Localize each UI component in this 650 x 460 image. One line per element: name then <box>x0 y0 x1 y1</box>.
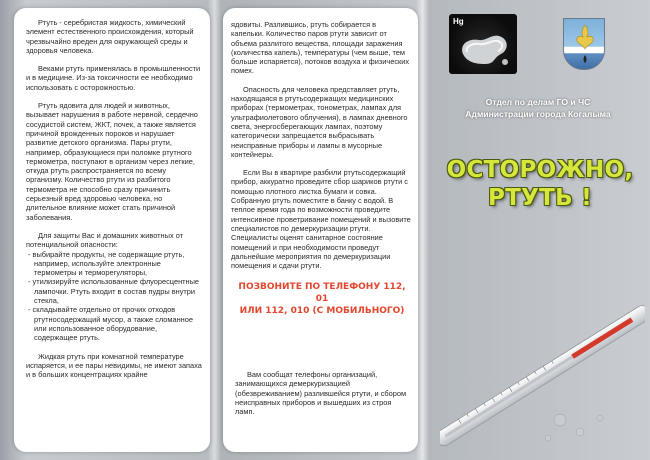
middle-panel-text <box>231 20 411 279</box>
paragraph: Веками ртуть применялась в промышленности и в медицине. Из-за токсичности ее необходимо использовать с осторожностью. <box>26 64 201 92</box>
left-panel <box>14 8 210 452</box>
middle-panel <box>223 8 418 452</box>
hg-label: Hg <box>453 17 464 26</box>
list-item: - складывайте отдельно от прочих отходов ртутносодержащий мусор, а также сломанное или использованное оборудование, содержащее ртуть. <box>28 305 193 343</box>
phone-line-1: ПОЗВОНИТЕ ПО ТЕЛЕФОНУ 112, 01 <box>238 282 406 304</box>
thermometer-icon <box>440 300 645 455</box>
phone-callout <box>231 281 413 317</box>
left-panel-text <box>26 18 202 388</box>
paragraph: Вам сообщат телефоны организаций, занимающихся демеркуризацией (обезвреживанием) разлившейся ртути, и сбором неисправных приборов и вышедших из строя ламп. <box>235 370 407 417</box>
paragraph: Ртуть ядовита для людей и животных, вызывает нарушения в работе нервной, сердечно сосудистой систем, ЖКТ, почек, а также является причиной врожденных пороков и нарушает развитие детского организма. Пары ртути, например, образующиеся при поломке ртутного термометра, поступают в организм через легкие, откуда ртуть распространяется по всему организму. Количество ртути из разбитого термометра не способно сразу причинить серьезный вред здоровью человека, но длительное влияние может стать причиной заболевания. <box>26 101 198 222</box>
paragraph: Ртуть - серебристая жидкость, химический элемент естественного происхождения, который чрезвычайно вреден для окружающей среды и здоровья человека. <box>26 18 194 55</box>
department-title <box>438 96 638 120</box>
paragraph: Опасность для человека представляет ртуть, находящаяся в ртутьсодержащих медицинских приборах (термометрах, тонометрах, лампах для ультрафиолетового облучения), в лампах дневного света, энергосберегающих лампах, поэтому категорически запрещается выбрасывать неисправные приборы и лампы в мусорные контейнеры. <box>231 84 408 159</box>
list-item: - выбирайте продукты, не содержащие ртуть, например, используйте электронные термометры и терморегуляторы, <box>28 249 185 278</box>
paragraph: ядовиты. Разлившись, ртуть собирается в капельки. Количество паров ртути зависит от объема разлитого вещества, площади заражения (количества капель), температуры (чем выше, тем больше испаряется), потоков воздуха и физических помех. <box>231 20 410 76</box>
paragraph: Для защиты Вас и домашних животных от потенциальной опасности: <box>26 230 184 250</box>
paragraph: Жидкая ртуть при комнатной температуре испаряется, и ее пары невидимы, не имеют запаха и в больших концентрациях крайне <box>26 351 202 380</box>
department-line-1: Отдел по делам ГО и ЧС <box>485 97 591 107</box>
paragraph: Если Вы в квартире разбили ртутьсодержащий прибор, аккуратно проведите сбор шариков ртути с помощью плотного листка бумаги и совка. Собранную ртуть поместите в банку с водой. В теплое время года по возможности проведите интенсивное проветривание помещений и вызовите специалистов по демеркуризации ртути. Специалисты оценят санитарное состояние помещений и при необходимости проведут дальнейшие мероприятия по демеркуризации помещения и сдачи ртути. <box>231 168 411 271</box>
mercury-drop-icon <box>449 14 517 74</box>
warning-line-2: РТУТЬ ! <box>487 185 593 211</box>
department-line-2: Администрации города Когалыма <box>465 109 611 119</box>
list-item: - утилизируйте использованные флуоресцентные лампочки. Ртуть входит в состав пудры внутри стекла, <box>28 277 200 306</box>
phone-line-2: ИЛИ 112, 010 (С МОБИЛЬНОГО) <box>239 306 405 316</box>
warning-heading <box>437 156 643 212</box>
warning-line-1: ОСТОРОЖНО, <box>446 157 634 183</box>
city-emblem-icon <box>563 18 605 70</box>
